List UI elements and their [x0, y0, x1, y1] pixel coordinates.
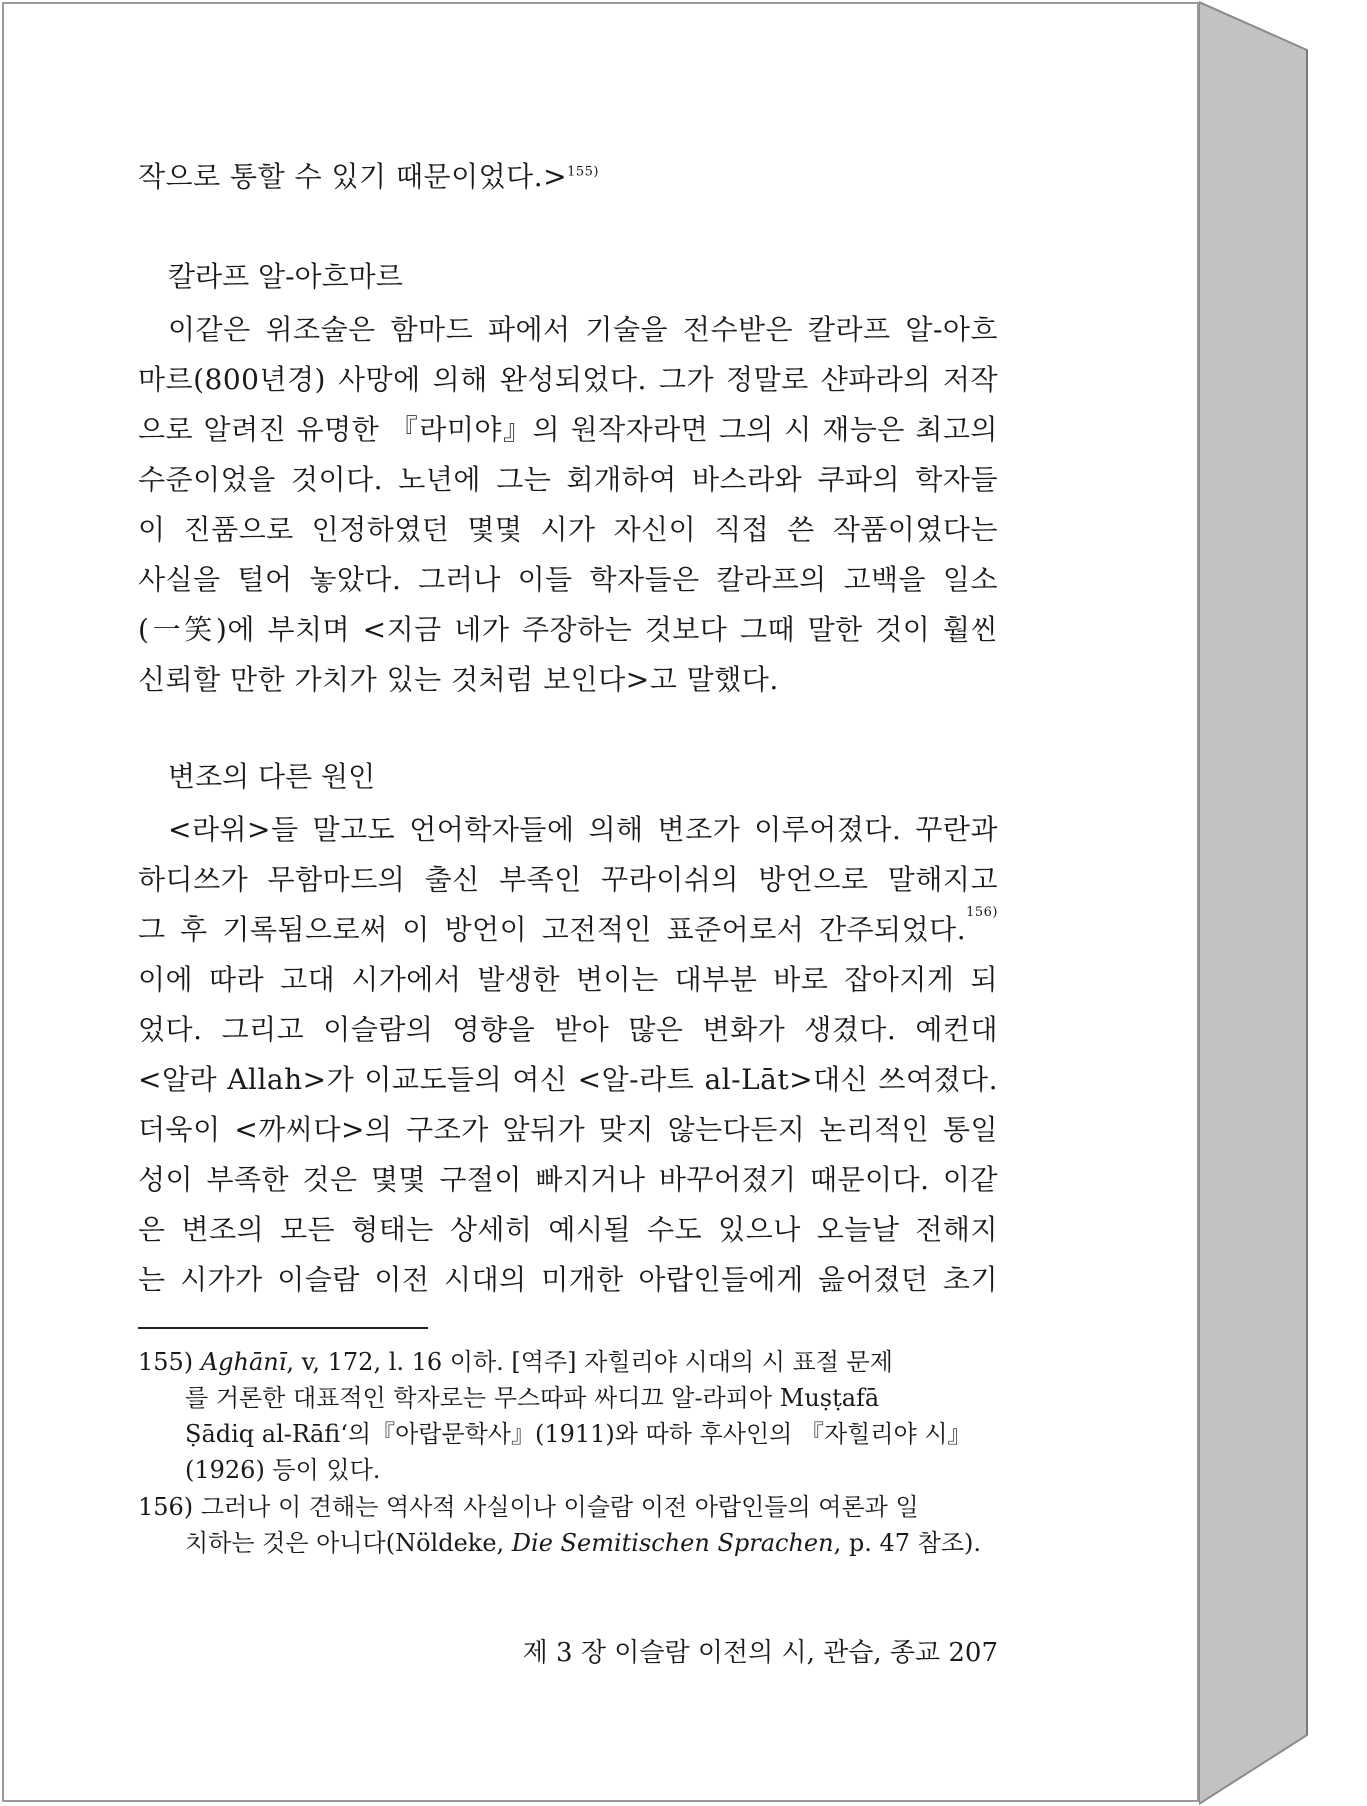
text-line: (一笑)에 부치며 <지금 네가 주장하는 것보다 그때 말한 것이 훨씬 — [138, 613, 998, 646]
book-edge — [1199, 0, 1324, 1806]
text-line: 하디쓰가 무함마드의 출신 부족인 꾸라이쉬의 방언으로 말해지고 — [138, 863, 998, 896]
text-line: 성이 부족한 것은 몇몇 구절이 빠지거나 바꾸어졌기 때문이다. 이같 — [138, 1163, 998, 1196]
text-line: 이같은 위조술은 함마드 파에서 기술을 전수받은 칼라프 알-아흐 — [168, 313, 998, 346]
text-line: 사실을 털어 놓았다. 그러나 이들 학자들은 칼라프의 고백을 일소 — [138, 563, 998, 596]
footnote-line: Ṣādiq al-Rāfi‘의『아랍문학사』(1911)와 따하 후사인의 『자힐리야 시』 — [185, 1420, 972, 1448]
section-heading: 변조의 다른 원인 — [168, 760, 376, 793]
footnote-ref-155: 155) — [567, 164, 599, 180]
text-line: 작으로 통할 수 있기 때문이었다.>$^{155)}$ — [138, 160, 599, 193]
text-line: 신뢰할 만한 가치가 있는 것처럼 보인다>고 말했다. — [138, 663, 779, 696]
text-line: 이에 따라 고대 시가에서 발생한 변이는 대부분 바로 잡아지게 되 — [138, 963, 998, 996]
footnote-line: 치하는 것은 아니다(Nöldeke, Die Semitischen Sprachen, p. 47 참조). — [185, 1529, 982, 1557]
text-line: 마르(800년경) 사망에 의해 완성되었다. 그가 정말로 샨파라의 저작 — [138, 363, 998, 396]
footnote-rule — [138, 1327, 428, 1329]
text-line: 으로 알려진 유명한 『라미야』의 원작자라면 그의 시 재능은 최고의 — [138, 413, 998, 446]
footnote-line: (1926) 등이 있다. — [185, 1456, 381, 1484]
footnote-156: 156) 그러나 이 견해는 역사적 사실이나 이슬람 이전 아랍인들의 여론과 일 — [138, 1493, 919, 1521]
text-line: 더욱이 <까씨다>의 구조가 앞뒤가 맞지 않는다든지 논리적인 통일 — [138, 1113, 998, 1146]
text-line: 이 진품으로 인정하였던 몇몇 시가 자신이 직접 쓴 작품이였다는 — [138, 513, 998, 546]
running-footer: 제 3 장 이슬람 이전의 시, 관습, 종교 207 — [522, 1638, 998, 1668]
footnote-line: 를 거론한 대표적인 학자로는 무스따파 싸디끄 알-라피아 Muṣṭafā — [185, 1384, 880, 1412]
text-line: 었다. 그리고 이슬람의 영향을 받아 많은 변화가 생겼다. 예컨대 — [138, 1013, 998, 1046]
text-line: <알라 Allah>가 이교도들의 여신 <알-라트 al-Lāt>대신 쓰여졌다. — [138, 1063, 998, 1096]
text-line: 수준이었을 것이다. 노년에 그는 회개하여 바스라와 쿠파의 학자들 — [138, 463, 998, 496]
section-heading: 칼라프 알-아흐마르 — [168, 260, 403, 293]
text-line: 은 변조의 모든 형태는 상세히 예시될 수도 있으나 오늘날 전해지 — [138, 1213, 998, 1246]
text-line: 는 시가가 이슬람 이전 시대의 미개한 아랍인들에게 읊어졌던 초기 — [138, 1263, 998, 1296]
footnote-ref-156: 156) — [966, 905, 998, 920]
text-line: 그 후 기록됨으로써 이 방언이 고전적인 표준어로서 간주되었다. 156) — [138, 905, 998, 946]
footnote-155: 155) Aghānī, v, 172, l. 16 이하. [역주] 자힐리야 시대의 시 표절 문제 — [138, 1348, 893, 1376]
text-line: <라위>들 말고도 언어학자들에 의해 변조가 이루어졌다. 꾸란과 — [168, 813, 998, 846]
